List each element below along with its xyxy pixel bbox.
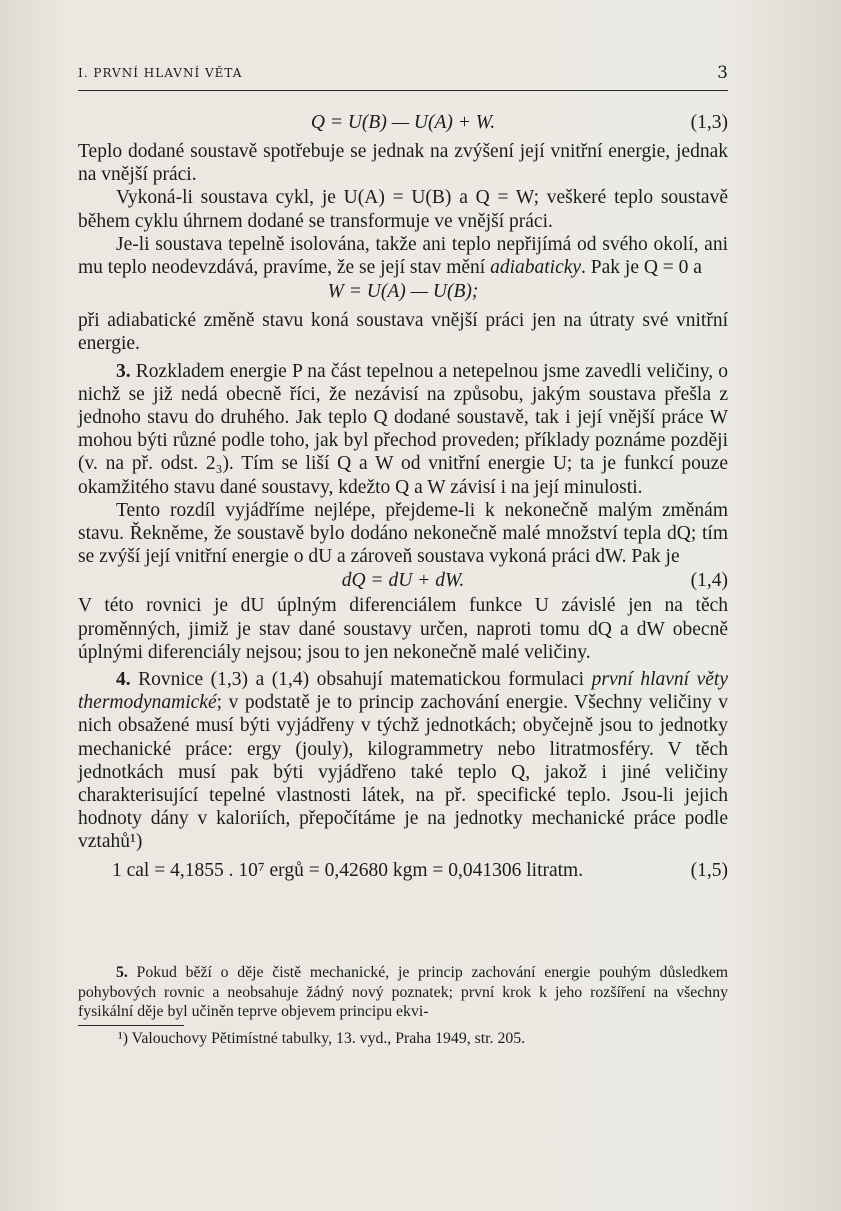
paragraph-heat-use: Teplo dodané soustavě spotřebuje se jednak na zvýšení její vnitřní energie, jednak na vnější práci. (78, 141, 728, 186)
section-3-text: Rozkladem energie P na část tepelnou a netepelnou jsme zavedli veličiny, o nichž se již nedá obecně říci, že nezávisí na způsobu, jakým soustava přešla z jednoho stavu do druhého. Jak teplo Q dodané soustavě, tak i její vnější práce W mohou býti různé podle toho, jak byl přechod proveden; příklady poznáme později (v. na př. odst. 2₃). Tím se liší Q a W od vnitřní energie U; ta je funkcí pouze okamžitého stavu dané soustavy, kdežto Q a W závisí i na její minulosti. (78, 360, 728, 498)
equation-adiabatic (78, 279, 728, 305)
page-number: 3 (717, 63, 728, 83)
equation-1-5 (78, 858, 728, 884)
running-title: I. PRVNÍ HLAVNÍ VĚTA (78, 66, 243, 80)
equation-1-5-body: 1 cal = 4,1855 . 10⁷ ergů = 0,42680 kgm = 0,041306 litratm. (112, 859, 584, 881)
footnote-rule (78, 1025, 184, 1026)
paragraph-cycle: Vykoná-li soustava cykl, je U(A) = U(B) a Q = W; veškeré teplo soustavě během cyklu úhrnem dodané se transformuje ve vnější práci. (78, 187, 728, 232)
paragraph-differential: V této rovnici je dU úplným diferenciálem funkce U závislé jen na těch proměnných, jimiž je stav dané soustavy určen, naproti tomu dQ a dW obecně úplnými diferenciály nejsou; jsou to jen nekonečně malé veličiny. (78, 595, 728, 663)
paragraph-isolated-b: . Pak je Q = 0 a (581, 257, 702, 279)
section-4-text-b: ; v podstatě je to princip zachování energie. Všechny veličiny v nich obsažené musí býti vyjádřeny v týchž jednotkách; obyčejně jsou to jednotky mechanické práce: ergy (jouly), kilogrammetry nebo litratmosféry. V těch jednotkách musí pak býti vyjádřeno také teplo Q, jakož i jiné veličiny charakterisující tepelné vlastnosti látek, na př. specifické teplo. Jsou-li jejich hodnoty dány v kaloriích, přepočítáme je na jednotky mechanické práce podle vztahů¹) (78, 692, 728, 853)
equation-1-4-number: (1,4) (690, 570, 728, 592)
footnote: ¹) Valouchovy Pětimístné tabulky, 13. vyd., Praha 1949, str. 205. (118, 1030, 526, 1047)
section-4-text-a: Rovnice (1,3) a (1,4) obsahují matematickou formulaci (130, 669, 592, 691)
section-5-number: 5. (116, 964, 128, 981)
section-4 (78, 668, 728, 854)
equation-1-3 (78, 110, 728, 136)
small-print-section-5 (78, 963, 728, 1022)
equation-1-4-body: dQ = dU + dW. (341, 570, 465, 592)
section-3 (78, 360, 728, 499)
main-text (78, 110, 728, 884)
equation-1-3-number: (1,3) (690, 112, 728, 133)
equation-1-3-body: Q = U(B) — U(A) + W. (310, 112, 496, 133)
header-rule (78, 90, 728, 91)
paragraph-infinitesimal: Tento rozdíl vyjádříme nejlépe, přejdeme-li k nekonečně malým změnám stavu. Řekněme, že soustavě bylo dodáno nekonečně malé množství tepla dQ; tím se zvýší její vnitřní energie o dU a zároveň soustava vykoná práci dW. Pak je (78, 499, 728, 568)
equation-adiabatic-body: W = U(A) — U(B); (327, 281, 479, 303)
paragraph-isolated (78, 233, 728, 279)
term-adiabaticky: adiabaticky (490, 257, 582, 279)
equation-1-5-number: (1,5) (690, 859, 728, 881)
section-3-number: 3. (116, 360, 131, 382)
section-4-number: 4. (116, 669, 131, 691)
section-5-text: Pokud běží o děje čistě mechanické, je princip zachování energie pouhým důsledkem pohybových rovnic a neobsahuje žádný nový poznatek; první krok k jeho rozšíření na všechny fysikální děje byl učiněn teprve objevem principu ekvi- (78, 964, 728, 1020)
term-first-law: první hlavní věty thermodynamické (78, 669, 729, 714)
paragraph-adiabatic-work: při adiabatické změně stavu koná soustava vnější práci jen na útraty své vnitřní energie. (78, 310, 728, 355)
equation-1-4 (78, 568, 728, 594)
section-5 (78, 963, 728, 1022)
paragraph-isolated-a: Je-li soustava tepelně isolována, takže ani teplo nepřijímá od svého okolí, ani mu teplo neodevzdává, pravíme, že se její stav mění (78, 233, 728, 279)
